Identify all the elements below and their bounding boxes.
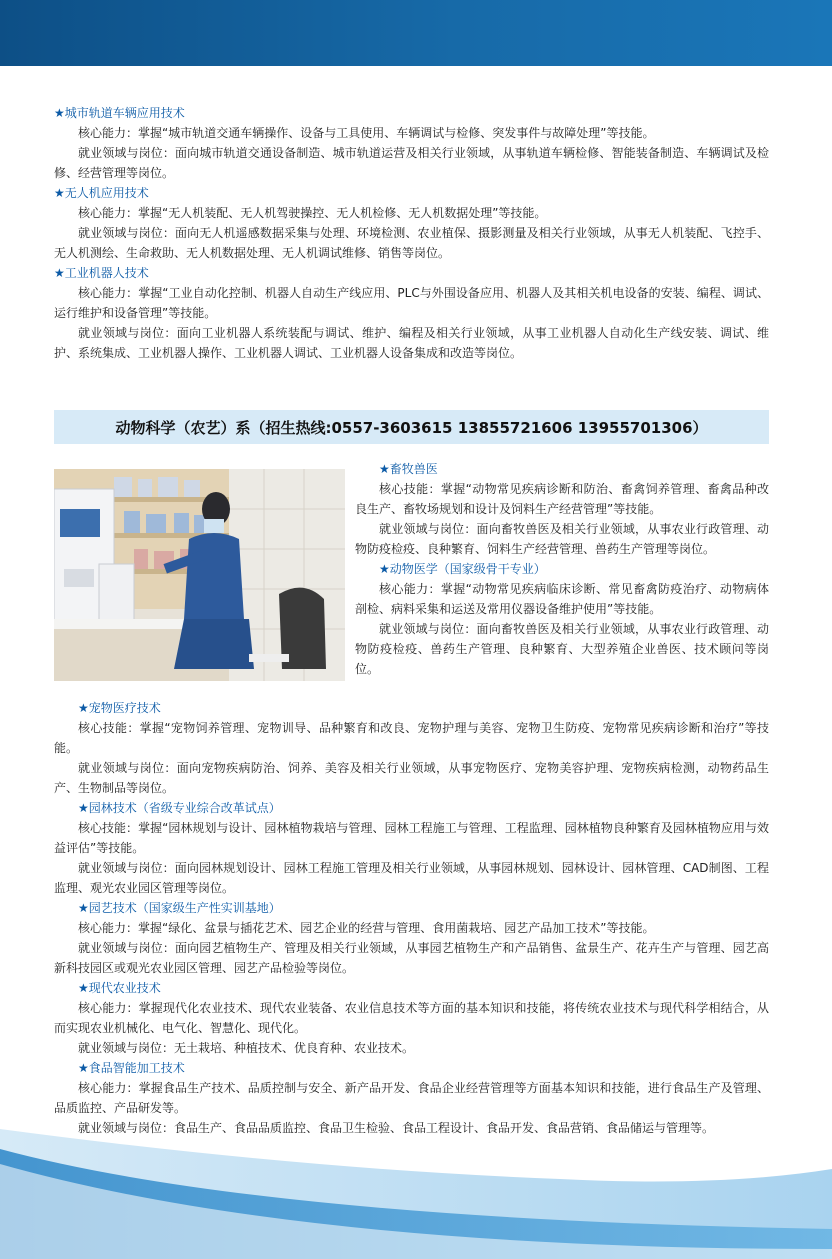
major-title: ★无人机应用技术: [54, 186, 149, 200]
section-animal-full: [54, 698, 769, 1138]
major-employ: 就业领域与岗位：面向城市轨道交通设备制造、城市轨道运营及相关行业领域，从事轨道车辆检修、智能装备制造、车辆调试及检修、经营管理等岗位。: [54, 146, 769, 180]
major-core: 核心能力：掌握现代化农业技术、现代农业装备、农业信息技术等方面的基本知识和技能，将传统农业技术与现代科学相结合，从而实现农业机械化、电气化、智慧化、现代化。: [54, 1001, 769, 1035]
major-employ: 就业领域与岗位：无土栽培、种植技术、优良育种、农业技术。: [78, 1041, 415, 1055]
major-employ: 就业领域与岗位：面向无人机遥感数据采集与处理、环境检测、农业植保、摄影测量及相关行业领域，从事无人机装配、飞控手、无人机测绘、生命救助、无人机数据处理、无人机调试维修、销售等岗位。: [54, 226, 769, 260]
major-title: ★宠物医疗技术: [78, 701, 161, 715]
major-title: ★食品智能加工技术: [78, 1061, 185, 1075]
major-title: ★畜牧兽医: [379, 462, 438, 476]
header-band: [0, 0, 832, 66]
major-employ: 就业领域与岗位：食品生产、食品品质监控、食品卫生检验、食品工程设计、食品开发、食品营销、食品储运与管理等。: [78, 1121, 715, 1135]
lab-photo: [54, 469, 345, 681]
major-employ: 就业领域与岗位：面向园艺植物生产、管理及相关行业领域，从事园艺植物生产和产品销售、盆景生产、花卉生产与管理、园艺高新科技园区或观光农业园区管理、园艺产品检验等岗位。: [54, 941, 769, 975]
major-core: 核心能力：掌握“城市轨道交通车辆操作、设备与工具使用、车辆调试与检修、突发事件与故障处理”等技能。: [78, 126, 655, 140]
major-employ: 就业领域与岗位：面向工业机器人系统装配与调试、维护、编程及相关行业领域，从事工业机器人自动化生产线安装、调试、维护、系统集成、工业机器人操作、工业机器人调试、工业机器人设备集成和改造等岗位。: [54, 326, 769, 360]
major-core: 核心能力：掌握食品生产技术、品质控制与安全、新产品开发、食品企业经营管理等方面基本知识和技能，进行食品生产及管理、品质监控、产品研发等。: [54, 1081, 769, 1115]
major-employ: 就业领域与岗位：面向畜牧兽医及相关行业领域，从事农业行政管理、动物防疫检疫、良种繁育、饲料生产经营管理、兽药生产管理等岗位。: [355, 522, 769, 556]
section-engineering-majors: [54, 103, 769, 363]
major-title: ★城市轨道车辆应用技术: [54, 106, 185, 120]
major-title: ★工业机器人技术: [54, 266, 149, 280]
major-title: ★园艺技术（国家级生产性实训基地）: [78, 901, 281, 915]
major-employ: 就业领域与岗位：面向畜牧兽医及相关行业领域，从事农业行政管理、动物防疫检疫、兽药生产管理、良种繁育、大型养殖企业兽医、技术顾问等岗位。: [355, 622, 769, 676]
major-core: 核心能力：掌握“绿化、盆景与插花艺术、园艺企业的经营与管理、食用菌栽培、园艺产品加工技术”等技能。: [78, 921, 655, 935]
major-title: ★园林技术（省级专业综合改革试点）: [78, 801, 281, 815]
department-heading: 动物科学（农艺）系（招生热线:0557-3603615 13855721606 13955701306）: [54, 410, 769, 444]
major-title: ★动物医学（国家级骨干专业）: [379, 562, 546, 576]
major-employ: 就业领域与岗位：面向宠物疾病防治、饲养、美容及相关行业领域，从事宠物医疗、宠物美容护理、宠物疾病检测，动物药品生产、生物制品等岗位。: [54, 761, 769, 795]
major-core: 核心技能：掌握“宠物饲养管理、宠物训导、品种繁育和改良、宠物护理与美容、宠物卫生防疫、宠物常见疾病诊断和治疗”等技能。: [54, 721, 769, 755]
bottom-wave-decoration: [0, 1109, 832, 1259]
section-animal-side: [355, 459, 769, 679]
major-employ: 就业领域与岗位：面向园林规划设计、园林工程施工管理及相关行业领域，从事园林规划、园林设计、园林管理、CAD制图、工程监理、观光农业园区管理等岗位。: [54, 861, 769, 895]
major-core: 核心能力：掌握“动物常见疾病临床诊断、常见畜禽防疫治疗、动物病体剖检、病料采集和运送及常用仪器设备维护使用”等技能。: [355, 582, 769, 616]
major-core: 核心技能：掌握“园林规划与设计、园林植物栽培与管理、园林工程施工与管理、工程监理、园林植物良种繁育及园林植物应用与效益评估”等技能。: [54, 821, 769, 855]
major-title: ★现代农业技术: [78, 981, 161, 995]
major-core: 核心能力：掌握“无人机装配、无人机驾驶操控、无人机检修、无人机数据处理”等技能。: [78, 206, 547, 220]
major-core: 核心技能：掌握“动物常见疾病诊断和防治、畜禽饲养管理、畜禽品种改良生产、畜牧场规划和设计及饲料生产经营管理”等技能。: [355, 482, 769, 516]
major-core: 核心能力：掌握“工业自动化控制、机器人自动生产线应用、PLC与外围设备应用、机器人及其相关机电设备的安装、编程、调试、运行维护和设备管理”等技能。: [54, 286, 769, 320]
